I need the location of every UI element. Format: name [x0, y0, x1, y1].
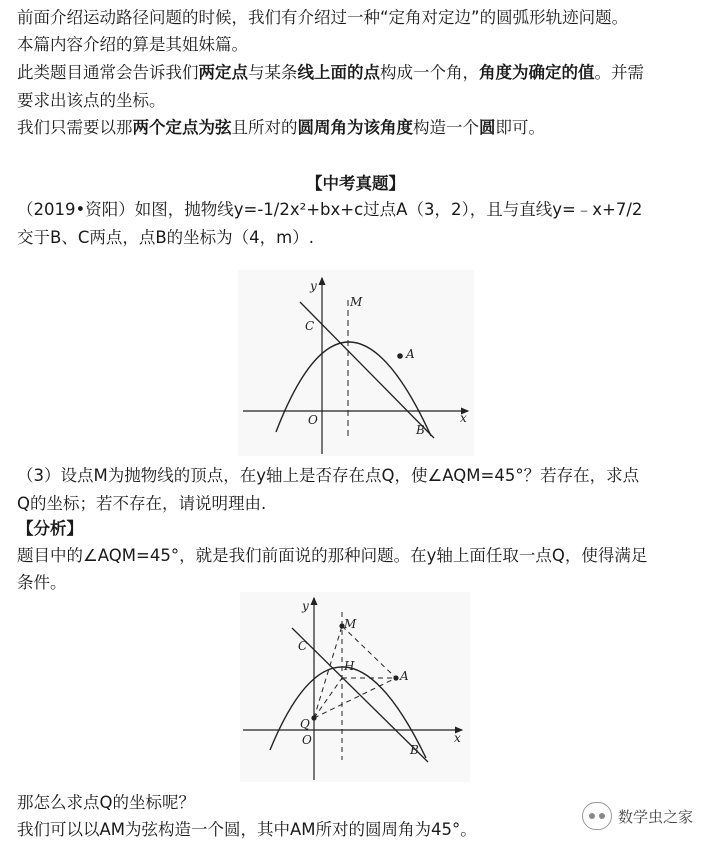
intro-line-3-part: 此类题目通常会告诉我们 — [17, 63, 199, 82]
label-c-2: C — [298, 639, 308, 653]
intro-line-4: 要求出该点的坐标。 — [17, 91, 166, 110]
exam-title: 【中考真题】 — [306, 174, 405, 193]
label-m-2: M — [344, 617, 357, 631]
intro-line-5-part: 构造一个 — [413, 118, 479, 137]
intro-bold-inscribed-angle: 圆周角为该角度 — [297, 118, 413, 137]
wechat-icon — [582, 802, 612, 830]
watermark-text: 数学虫之家 — [617, 807, 693, 826]
label-x-2: x — [454, 731, 461, 745]
label-o: O — [308, 413, 318, 427]
label-b: B — [416, 423, 425, 437]
point-a-dot-2 — [393, 675, 398, 680]
label-b-2: B — [410, 743, 419, 757]
label-y-2: y — [302, 599, 309, 613]
label-y: y — [310, 279, 317, 293]
label-q: Q — [300, 717, 310, 731]
intro-line-5 — [17, 116, 701, 140]
label-o-2: O — [302, 733, 312, 747]
intro-bold-fixed-angle: 角度为确定的值 — [479, 63, 595, 82]
intro-bold-point-on-line: 线上面的点 — [297, 63, 380, 82]
intro-line-2: 本篇内容介绍的算是其姐妹篇。 — [17, 35, 248, 54]
closing-line-1: 那怎么求点Q的坐标呢？ — [17, 793, 195, 812]
label-m: M — [350, 295, 363, 309]
question-line-1: （3）设点M为抛物线的顶点，在y轴上是否存在点Q，使∠AQM=45°？若存在，求点 — [17, 466, 640, 485]
label-h: H — [344, 659, 355, 673]
intro-line-3-part: 。并需 — [594, 63, 644, 82]
point-q-dot — [311, 715, 316, 720]
analysis-line-2: 条件。 — [17, 573, 67, 592]
closing-line-2: 我们可以以AM为弦构造一个圆，其中AM所对的圆周角为45°。 — [17, 820, 477, 839]
figure-2-graph — [240, 592, 470, 782]
intro-bold-two-fixed-points: 两定点 — [198, 63, 248, 82]
intro-line-3-part: 构成一个角， — [380, 63, 479, 82]
label-a: A — [406, 347, 415, 361]
intro-line-3 — [17, 61, 701, 85]
intro-bold-chord: 两个定点为弦 — [132, 118, 232, 137]
intro-line-3-part: 与某条 — [248, 63, 298, 82]
figure-1-graph — [238, 270, 474, 456]
intro-line-1: 前面介绍运动路径问题的时候，我们有介绍过一种“定角对定边”的圆弧形轨迹问题。 — [17, 8, 629, 27]
intro-line-5-part: 我们只需要以那 — [17, 118, 133, 137]
intro-line-5-part: 即可。 — [495, 118, 545, 137]
analysis-title: 【分析】 — [17, 519, 83, 538]
label-a-2: A — [400, 669, 409, 683]
label-c: C — [305, 319, 315, 333]
label-x: x — [460, 411, 467, 425]
intro-line-5-part: 且所对的 — [231, 118, 298, 137]
analysis-line-1: 题目中的∠AQM=45°，就是我们前面说的那种问题。在y轴上面任取一点Q，使得满足 — [17, 546, 648, 565]
watermark — [582, 801, 693, 831]
problem-line-2: 交于B、C两点，点B的坐标为（4，m）. — [17, 228, 314, 247]
problem-line-1: （2019•资阳）如图，抛物线y=-1/2x²+bx+c过点A（3，2），且与直线y=﹣x+7/2 — [17, 200, 643, 219]
question-line-2: Q的坐标；若不存在，请说明理由. — [17, 494, 267, 513]
point-a-dot — [397, 353, 403, 359]
intro-bold-circle: 圆 — [479, 118, 496, 137]
